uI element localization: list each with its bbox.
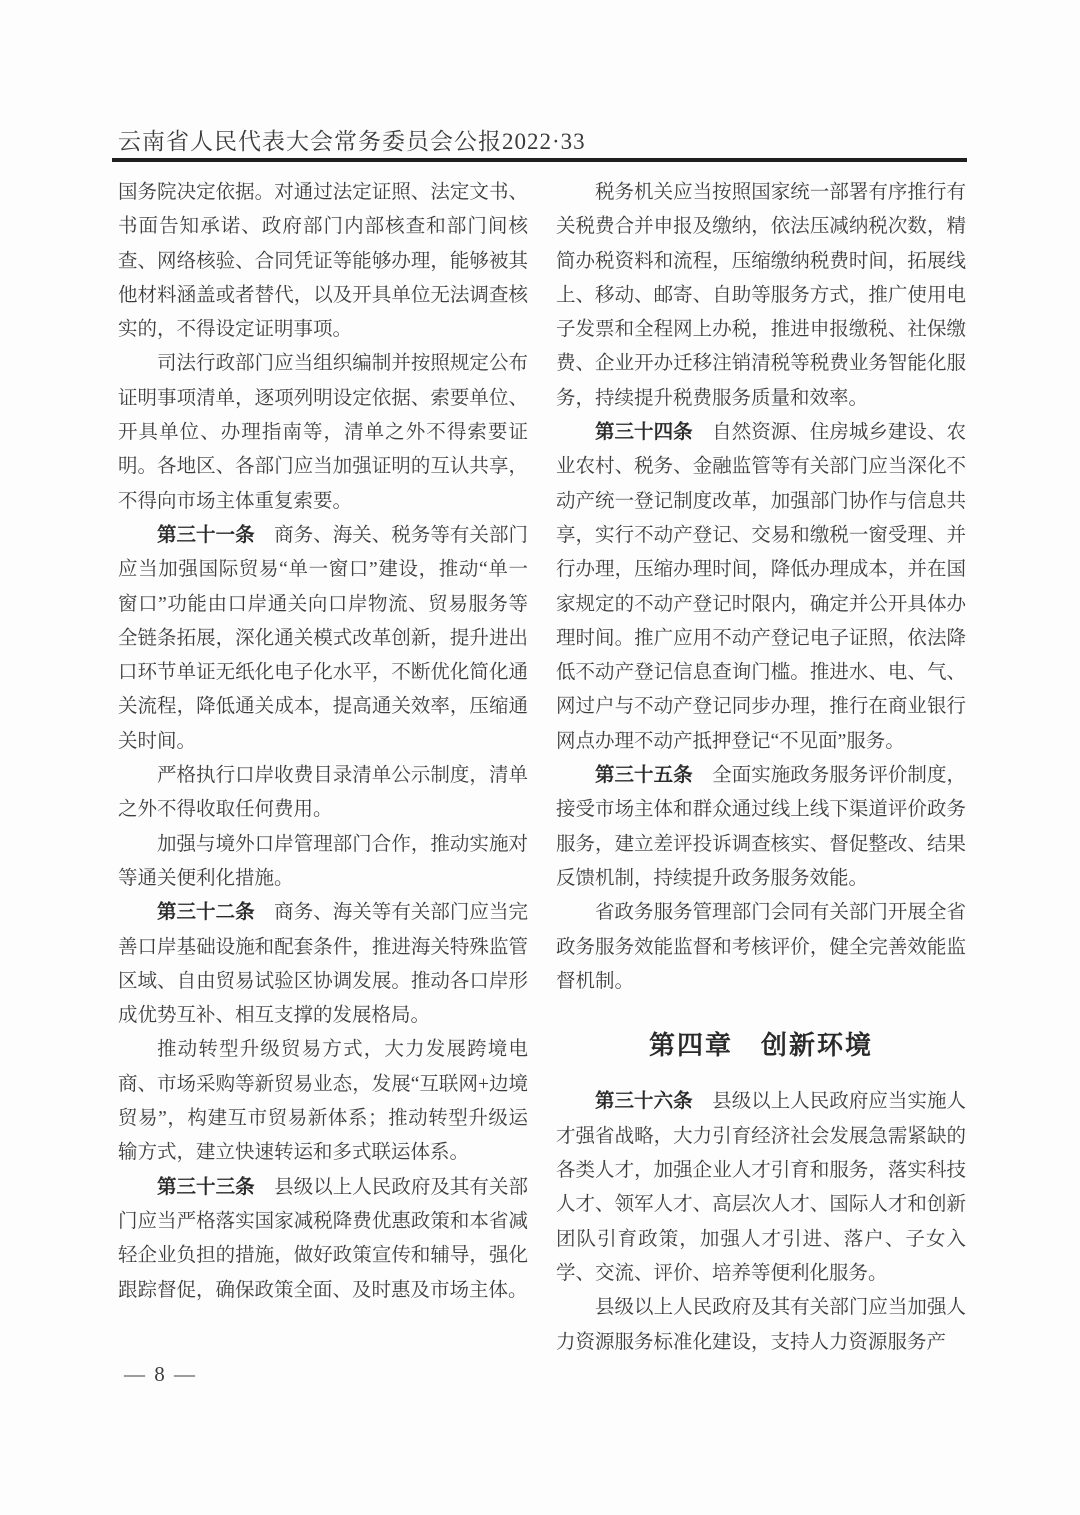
paragraph: 税务机关应当按照国家统一部署有序推行有关税费合并申报及缴纳，依法压减纳税次数，精简办税资料和流程，压缩缴纳税费时间，拓展线上、移动、邮寄、自助等服务方式，推广使用电子发票和全程网上办税，推进申报缴税、社保缴费、企业开办迁移注销清税等税费业务智能化服务，持续提升税费服务质量和效率。 xyxy=(556,182,966,409)
chapter-heading: 第四章 创新环境 xyxy=(648,1031,873,1061)
article-number: 第三十二条 xyxy=(157,902,255,924)
paragraph: 第三十二条 商务、海关等有关部门应当完善口岸基础设施和配套条件，推进海关特殊监管区域、自由贸易试验区协调发展。推动各口岸形成优势互补、相互支撑的发展格局。 xyxy=(118,902,528,1027)
article-number: 第三十四条 xyxy=(595,422,693,444)
text-columns xyxy=(118,176,966,1360)
gazette-header: 云南省人民代表大会常务委员会公报2022·33 xyxy=(118,129,586,154)
paragraph: 县级以上人民政府及其有关部门应当加强人力资源服务标准化建设，支持人力资源服务产 xyxy=(556,1297,966,1353)
right-column xyxy=(556,176,966,1360)
article-number: 第三十六条 xyxy=(595,1091,693,1113)
paragraph: 第三十六条 县级以上人民政府应当实施人才强省战略，大力引育经济社会发展急需紧缺的各类人才，加强企业人才引育和服务，落实科技人才、领军人才、高层次人才、国际人才和创新团队引育政策，加强人才引进、落户、子女入学、交流、评价、培养等便利化服务。 xyxy=(556,1091,966,1284)
paragraph: 第三十三条 县级以上人民政府及其有关部门应当严格落实国家减税降费优惠政策和本省减轻企业负担的措施，做好政策宣传和辅导，强化跟踪督促，确保政策全面、及时惠及市场主体。 xyxy=(118,1176,528,1301)
paragraph: 第三十四条 自然资源、住房城乡建设、农业农村、税务、金融监管等有关部门应当深化不动产统一登记制度改革，加强部门协作与信息共享，实行不动产登记、交易和缴税一窗受理、并行办理，压缩办理时间，降低办理成本，并在国家规定的不动产登记时限内，确定并公开具体办理时间。推广应用不动产登记电子证照，依法降低不动产登记信息查询门槛。推进水、电、气、网过户与不动产登记同步办理，推行在商业银行网点办理不动产抵押登记“不见面”服务。 xyxy=(556,422,966,752)
article-number: 第三十一条 xyxy=(157,524,255,546)
paragraph: 司法行政部门应当组织编制并按照规定公布证明事项清单，逐项列明设定依据、索要单位、开具单位、办理指南等，清单之外不得索要证明。各地区、各部门应当加强证明的互认共享，不得向市场主体重复索要。 xyxy=(118,353,528,512)
paragraph: 省政务服务管理部门会同有关部门开展全省政务服务效能监督和考核评价，健全完善效能监督机制。 xyxy=(556,902,966,992)
article-number: 第三十三条 xyxy=(157,1176,255,1198)
page-number: — 8 — xyxy=(124,1362,197,1386)
paragraph: 国务院决定依据。对通过法定证照、法定文书、书面告知承诺、政府部门内部核查和部门间核查、网络核验、合同凭证等能够办理，能够被其他材料涵盖或者替代，以及开具单位无法调查核实的，不得设定证明事项。 xyxy=(118,182,528,341)
paragraph: 加强与境外口岸管理部门合作，推动实施对等通关便利化措施。 xyxy=(118,833,528,889)
paragraph: 第三十五条 全面实施政务服务评价制度，接受市场主体和群众通过线上线下渠道评价政务服务，建立差评投诉调查核实、督促整改、结果反馈机制，持续提升政务服务效能。 xyxy=(556,765,966,889)
article-number: 第三十五条 xyxy=(595,765,693,787)
paragraph: 推动转型升级贸易方式，大力发展跨境电商、市场采购等新贸易业态，发展“互联网+边境贸易”，构建互市贸易新体系；推动转型升级运输方式，建立快速转运和多式联运体系。 xyxy=(118,1039,528,1164)
header-rule xyxy=(112,158,967,162)
paragraph: 第三十一条 商务、海关、税务等有关部门应当加强国际贸易“单一窗口”建设，推动“单一窗口”功能由口岸通关向口岸物流、贸易服务等全链条拓展，深化通关模式改革创新，提升进出口环节单证无纸化电子化水平，不断优化简化通关流程，降低通关成本，提高通关效率，压缩通关时间。 xyxy=(118,524,528,752)
paragraph: 严格执行口岸收费目录清单公示制度，清单之外不得收取任何费用。 xyxy=(118,765,528,821)
left-column xyxy=(118,176,528,1360)
